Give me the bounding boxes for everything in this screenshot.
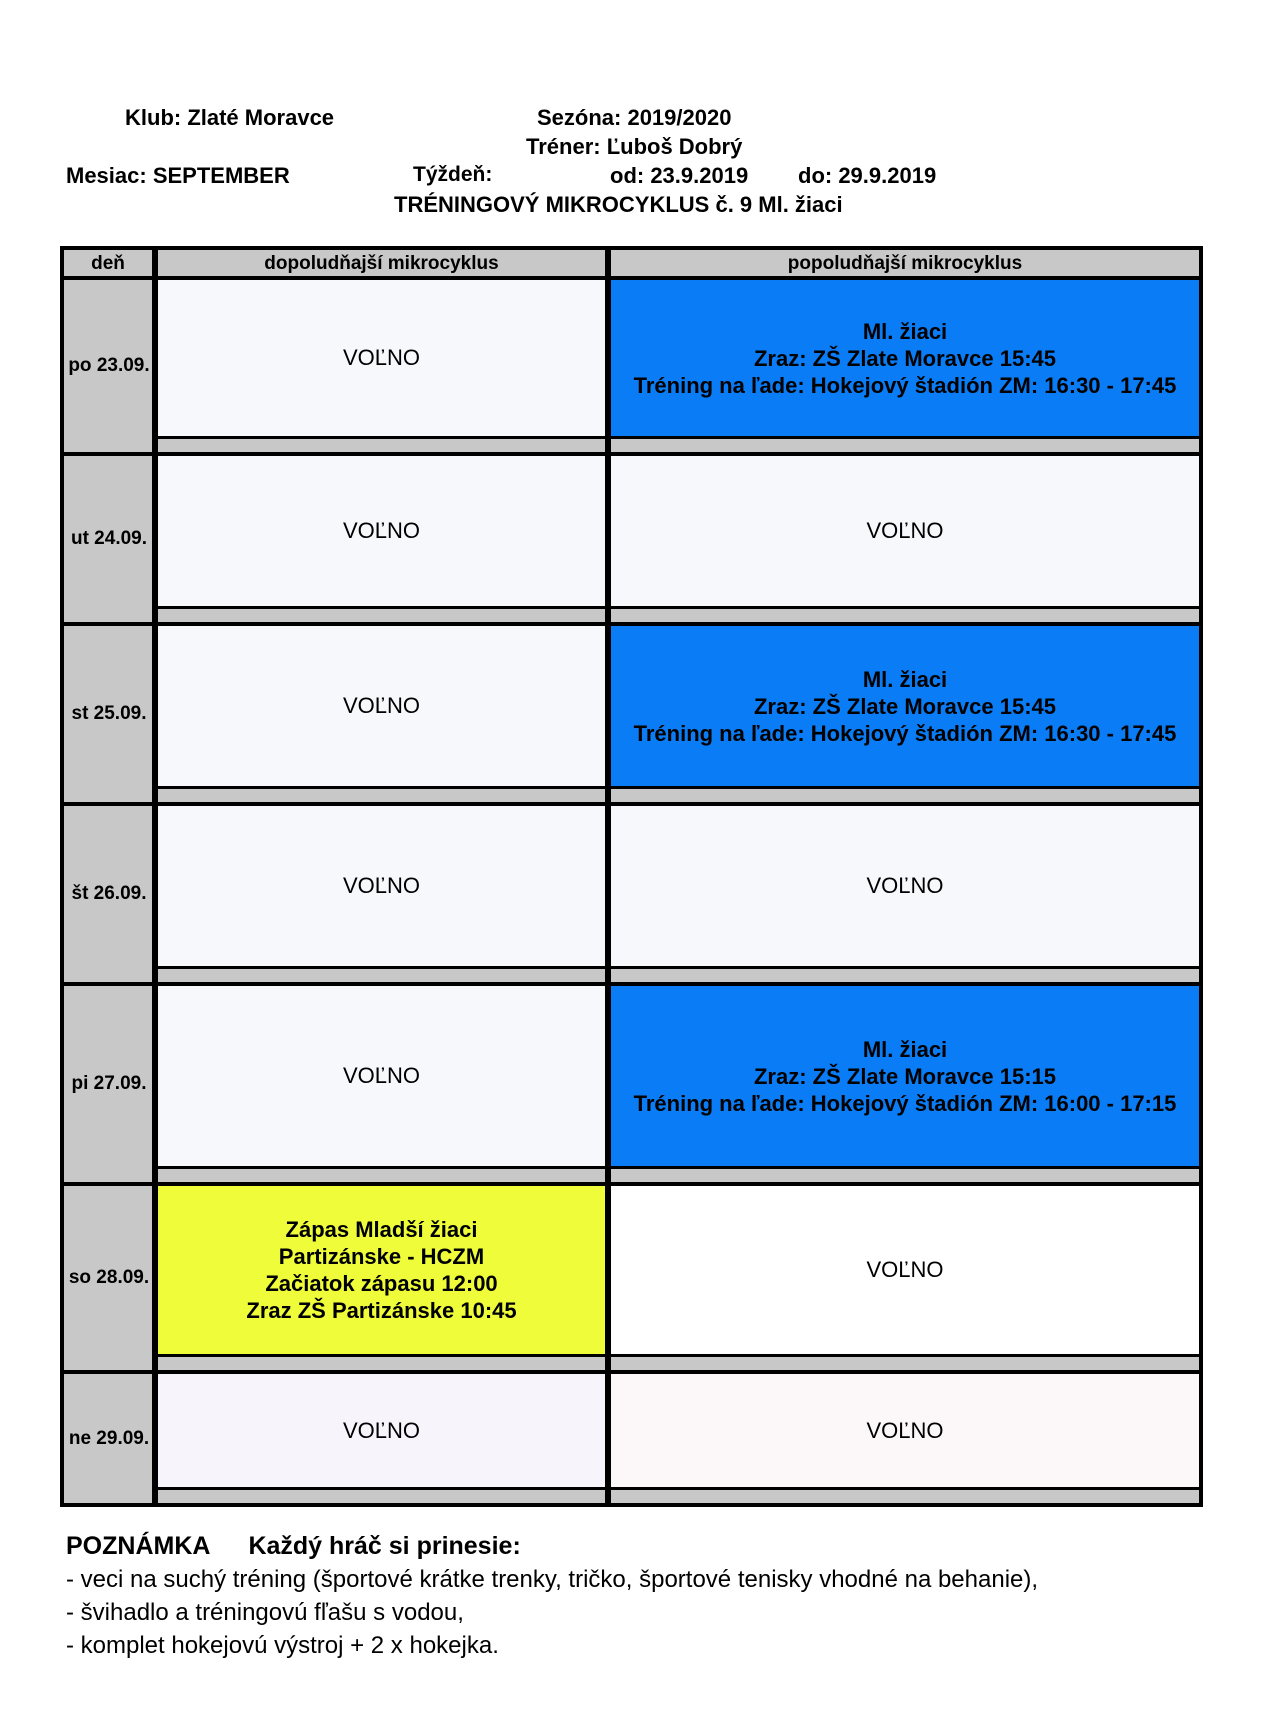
page-title: TRÉNINGOVÝ MIKROCYKLUS č. 9 Ml. žiaci	[394, 192, 843, 217]
afternoon-separator-strip	[611, 439, 1199, 452]
note-title	[66, 1530, 1038, 1563]
afternoon-cell	[611, 986, 1199, 1166]
note-line-2: - švihadlo a tréningovú fľašu s vodou,	[66, 1599, 464, 1626]
afternoon-text-line: Ml. žiaci	[862, 1036, 948, 1062]
afternoon-text-line: Zraz: ZŠ Zlate Moravce 15:45	[753, 345, 1056, 371]
day-label: po 23.09.	[64, 280, 152, 452]
day-label: pi 27.09.	[64, 986, 152, 1182]
afternoon-cell	[611, 626, 1199, 786]
month-label: Mesiac: SEPTEMBER	[66, 163, 290, 188]
note-line-3: - komplet hokejovú výstroj + 2 x hokejka.	[66, 1632, 499, 1659]
morning-cell	[158, 456, 605, 606]
week-to: do: 29.9.2019	[798, 163, 937, 188]
coach-label: Tréner: Ľuboš Dobrý	[526, 134, 743, 159]
afternoon-cell	[611, 806, 1199, 966]
afternoon-text-line: Tréning na ľade: Hokejový štadión ZM: 16:00 - 17:15	[633, 1090, 1177, 1116]
morning-cell	[158, 986, 605, 1166]
morning-cell	[158, 1186, 605, 1354]
morning-text-line: Zápas Mladší žiaci	[285, 1217, 478, 1242]
season-label: Sezóna: 2019/2020	[537, 105, 732, 130]
morning-separator-strip	[158, 789, 605, 802]
afternoon-text-line: Ml. žiaci	[862, 666, 948, 692]
day-label: ne 29.09.	[64, 1374, 152, 1503]
schedule-table	[60, 246, 1203, 1507]
afternoon-text-line: Tréning na ľade: Hokejový štadión ZM: 16:30 - 17:45	[633, 720, 1177, 746]
afternoon-text-line: Zraz: ZŠ Zlate Moravce 15:15	[753, 1063, 1056, 1089]
afternoon-cell	[611, 1186, 1199, 1354]
morning-cell	[158, 280, 605, 436]
afternoon-separator-strip	[611, 1490, 1199, 1503]
club-label: Klub: Zlaté Moravce	[125, 105, 335, 130]
morning-text-line: VOĽNO	[342, 345, 421, 370]
day-label: ut 24.09.	[64, 456, 152, 622]
afternoon-cell	[611, 1374, 1199, 1487]
week-from: od: 23.9.2019	[610, 163, 749, 188]
afternoon-separator-strip	[611, 969, 1199, 982]
column-header-morning: dopoludňajší mikrocyklus	[158, 250, 605, 276]
note-line-1: - veci na suchý tréning (športové krátke trenky, tričko, športové tenisky vhodné na behanie),	[66, 1566, 1039, 1593]
afternoon-text-line: VOĽNO	[866, 873, 944, 898]
afternoon-text-line: Ml. žiaci	[862, 318, 948, 344]
note-section	[66, 1530, 1038, 1662]
morning-cell	[158, 1374, 605, 1487]
morning-separator-strip	[158, 439, 605, 452]
morning-cell	[158, 626, 605, 786]
morning-cell	[158, 806, 605, 966]
morning-separator-strip	[158, 1357, 605, 1370]
morning-separator-strip	[158, 969, 605, 982]
afternoon-cell	[611, 280, 1199, 436]
morning-text-line: VOĽNO	[342, 518, 421, 543]
morning-text-line: Partizánske - HCZM	[278, 1244, 485, 1269]
afternoon-text-line: Tréning na ľade: Hokejový štadión ZM: 16:30 - 17:45	[633, 372, 1177, 398]
morning-text-line: VOĽNO	[342, 1063, 421, 1088]
morning-text-line: Zraz ZŠ Partizánske 10:45	[246, 1298, 517, 1323]
afternoon-separator-strip	[611, 1357, 1199, 1370]
afternoon-separator-strip	[611, 789, 1199, 802]
day-label: št 26.09.	[64, 806, 152, 982]
morning-separator-strip	[158, 1169, 605, 1182]
afternoon-cell	[611, 456, 1199, 606]
day-label: st 25.09.	[64, 626, 152, 802]
day-label: so 28.09.	[64, 1186, 152, 1370]
afternoon-separator-strip	[611, 1169, 1199, 1182]
column-header-day: deň	[64, 250, 152, 276]
afternoon-text-line: Zraz: ZŠ Zlate Moravce 15:45	[753, 693, 1056, 719]
morning-separator-strip	[158, 609, 605, 622]
afternoon-text-line: VOĽNO	[866, 1257, 944, 1282]
morning-separator-strip	[158, 1490, 605, 1503]
afternoon-text-line: VOĽNO	[866, 518, 944, 543]
morning-text-line: VOĽNO	[342, 873, 421, 898]
column-header-afternoon: popoludňajší mikrocyklus	[611, 250, 1199, 276]
week-label: Týždeň:	[413, 163, 493, 186]
morning-text-line: VOĽNO	[342, 693, 421, 718]
morning-text-line: VOĽNO	[342, 1417, 421, 1443]
afternoon-text-line: VOĽNO	[866, 1417, 944, 1443]
note-heading: Každý hráč si prinesie:	[248, 1532, 521, 1560]
morning-text-line: Začiatok zápasu 12:00	[265, 1271, 498, 1296]
afternoon-separator-strip	[611, 609, 1199, 622]
note-label: POZNÁMKA	[66, 1532, 211, 1560]
